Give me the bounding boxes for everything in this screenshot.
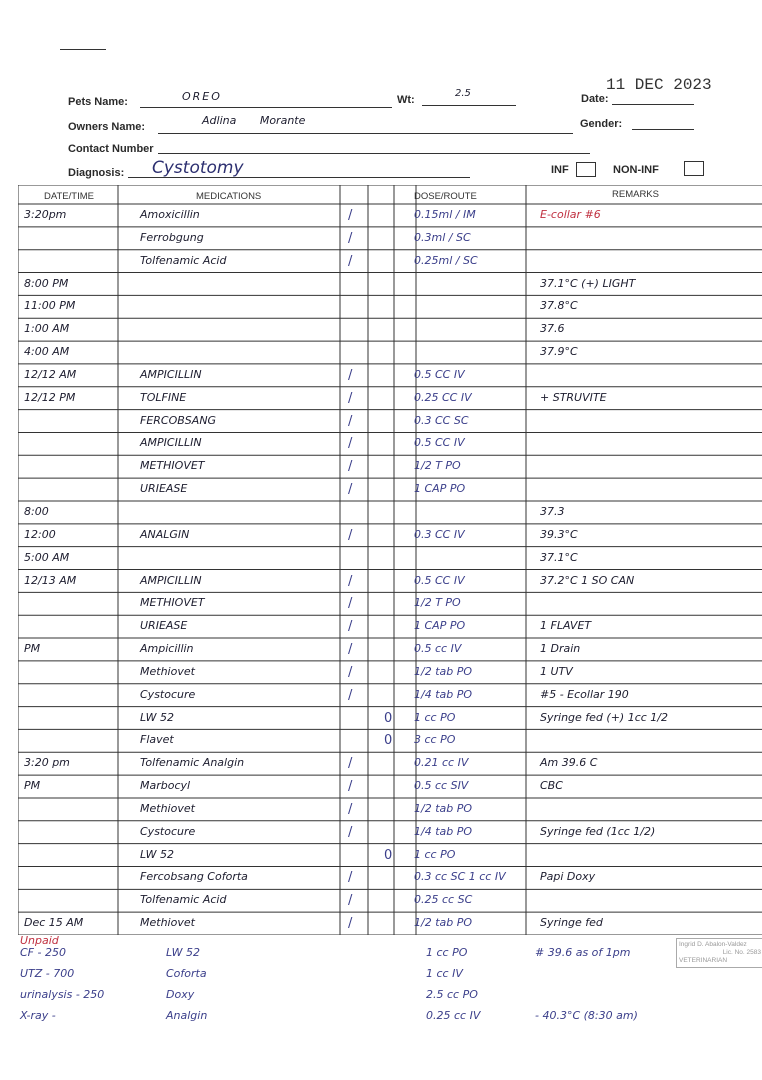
row-medication: Ferrobgung <box>140 230 204 244</box>
noninf-checkbox[interactable] <box>684 161 704 176</box>
row-dose-route: 0.3 cc SC 1 cc IV <box>414 870 506 884</box>
row-remark: 1 Drain <box>540 642 581 656</box>
row-medication: Tolfenamic Analgin <box>140 756 245 770</box>
row-remark: 37.1°C <box>540 550 578 564</box>
fee-note: Unpaid <box>20 934 59 947</box>
row-check-mark: / <box>348 619 353 635</box>
row-check-mark: / <box>348 459 353 475</box>
row-time: 11:00 PM <box>24 299 76 313</box>
row-medication: METHIOVET <box>140 459 205 473</box>
row-check-mark: / <box>348 208 353 223</box>
row-check-mark: / <box>348 367 353 383</box>
row-remark: 37.3 <box>540 504 565 518</box>
row-medication: LW 52 <box>140 710 175 724</box>
row-remark: 37.9°C <box>540 345 578 359</box>
row-remark: Papi Doxy <box>540 870 596 884</box>
row-medication: Fercobsang Coforta <box>140 870 248 884</box>
row-medication: AMPICILLIN <box>140 367 202 381</box>
wt-label: Wt: <box>397 94 415 106</box>
row-time: 8:00 <box>24 504 49 518</box>
date-label: Date: <box>581 93 609 105</box>
row-medication: Ampicillin <box>140 642 194 656</box>
row-remark: 37.8°C <box>540 299 578 313</box>
row-check-mark: / <box>348 482 353 498</box>
fee-note: CF - 250 <box>20 946 66 959</box>
row-check-mark: / <box>348 390 353 406</box>
below-dose-route: 1 cc PO <box>426 946 468 959</box>
row-medication: Methiovet <box>140 664 195 678</box>
row-check-mark: 0 <box>384 847 393 863</box>
row-check-mark: / <box>348 527 353 543</box>
row-remark: 1 FLAVET <box>540 619 592 633</box>
row-dose-route: 0.15ml / IM <box>414 208 476 221</box>
pets-name-value: OREO <box>182 90 222 103</box>
row-medication: Amoxicillin <box>140 208 200 221</box>
row-check-mark: / <box>348 779 353 795</box>
row-medication: Cystocure <box>140 687 196 701</box>
row-time: 5:00 AM <box>24 550 70 564</box>
row-check-mark: / <box>348 253 353 269</box>
row-time: 12:00 <box>24 527 56 541</box>
inf-label: INF <box>551 164 569 176</box>
below-remark: # 39.6 as of 1pm <box>535 946 631 959</box>
below-medication: Analgin <box>166 1009 208 1022</box>
row-medication: Flavet <box>140 733 174 747</box>
row-check-mark: / <box>348 642 353 658</box>
row-medication: ANALGIN <box>140 527 190 541</box>
row-medication: AMPICILLIN <box>140 573 202 587</box>
row-time: 1:00 AM <box>24 322 70 336</box>
below-dose-route: 0.25 cc IV <box>426 1009 481 1022</box>
row-time: 4:00 AM <box>24 345 70 359</box>
row-dose-route: 0.3 CC SC <box>414 413 469 427</box>
row-check-mark: / <box>348 916 353 932</box>
fee-note: UTZ - 700 <box>20 967 75 980</box>
col-header-medications: MEDICATIONS <box>196 191 262 202</box>
row-medication: URIEASE <box>140 619 188 633</box>
row-check-mark: / <box>348 687 353 703</box>
below-remark: - 40.3°C (8:30 am) <box>535 1009 638 1022</box>
row-remark: Syringe fed <box>540 916 603 930</box>
row-dose-route: 1/2 tab PO <box>414 801 473 815</box>
row-remark: 1 UTV <box>540 664 573 678</box>
row-dose-route: 1/4 tab PO <box>414 687 473 701</box>
row-check-mark: / <box>348 596 353 612</box>
row-medication: LW 52 <box>140 847 175 861</box>
below-medication: Doxy <box>166 988 195 1001</box>
stamp-line: Ingrid D. Abalon-Valdez <box>679 941 747 948</box>
stamp-line: Lic. No. 2583 <box>722 949 761 956</box>
diagnosis-label: Diagnosis: <box>68 167 125 179</box>
row-time: PM <box>24 642 41 656</box>
row-time: 12/13 AM <box>24 573 77 587</box>
noninf-label: NON-INF <box>613 164 659 176</box>
row-remark: CBC <box>540 779 563 793</box>
inf-checkbox[interactable] <box>576 162 596 177</box>
row-medication: URIEASE <box>140 482 188 496</box>
row-check-mark: / <box>348 824 353 840</box>
row-remark: 37.1°C (+) LIGHT <box>540 276 636 290</box>
fee-note: X-ray - <box>20 1009 56 1022</box>
row-medication: Methiovet <box>140 916 195 930</box>
row-check-mark: 0 <box>384 710 393 726</box>
row-dose-route: 0.5 cc SIV <box>414 779 469 793</box>
row-time: 3:20pm <box>24 208 67 221</box>
fee-note: urinalysis - 250 <box>20 988 105 1001</box>
row-check-mark: / <box>348 870 353 886</box>
row-dose-route: 1 CAP PO <box>414 619 466 633</box>
owners-name-label: Owners Name: <box>68 121 146 133</box>
row-dose-route: 0.5 CC IV <box>414 367 465 381</box>
row-medication: Tolfenamic Acid <box>140 893 227 907</box>
pets-name-label: Pets Name: <box>68 96 128 108</box>
row-dose-route: 0.5 CC IV <box>414 436 465 450</box>
row-time: Dec 15 AM <box>24 916 84 930</box>
row-check-mark: / <box>348 801 353 817</box>
below-dose-route: 1 cc IV <box>426 967 463 980</box>
row-remark: + STRUVITE <box>540 390 607 404</box>
row-time: 3:20 pm <box>24 756 70 770</box>
row-dose-route: 1/2 T PO <box>414 459 461 473</box>
gender-label: Gender: <box>580 118 623 130</box>
row-remark: Am 39.6 C <box>540 756 598 770</box>
row-check-mark: / <box>348 664 353 680</box>
owners-name-value: Adlina Morante <box>202 114 306 127</box>
col-header-dose-route: DOSE/ROUTE <box>414 191 477 202</box>
col-header-remarks: REMARKS <box>612 189 659 200</box>
row-dose-route: 0.25 cc SC <box>414 893 473 907</box>
row-dose-route: 0.5 CC IV <box>414 573 465 587</box>
col-header-datetime: DATE/TIME <box>44 191 94 202</box>
row-dose-route: 0.3 CC IV <box>414 527 465 541</box>
diagnosis-value: Cystotomy <box>152 158 244 178</box>
row-dose-route: 1/4 tab PO <box>414 824 473 838</box>
row-check-mark: / <box>348 436 353 452</box>
row-time: 8:00 PM <box>24 276 69 290</box>
row-dose-route: 3 cc PO <box>414 733 456 747</box>
row-remark: Syringe fed (+) 1cc 1/2 <box>540 710 668 724</box>
row-remark: Syringe fed (1cc 1/2) <box>540 824 656 838</box>
row-time: PM <box>24 779 41 793</box>
row-remark: 37.2°C 1 SO CAN <box>540 573 635 587</box>
row-remark: E-collar #6 <box>540 208 601 221</box>
vet-stamp <box>676 938 762 968</box>
row-dose-route: 0.3ml / SC <box>414 230 471 244</box>
row-dose-route: 1 cc PO <box>414 847 456 861</box>
row-remark: #5 - Ecollar 190 <box>540 687 629 701</box>
row-dose-route: 1 CAP PO <box>414 482 466 496</box>
date-stamp: 11 DEC 2023 <box>606 76 712 94</box>
row-remark: 37.6 <box>540 322 565 336</box>
medication-table <box>18 185 762 935</box>
row-dose-route: 1/2 tab PO <box>414 664 473 678</box>
below-dose-route: 2.5 cc PO <box>426 988 478 1001</box>
row-time: 12/12 PM <box>24 390 76 404</box>
row-medication: METHIOVET <box>140 596 205 610</box>
row-check-mark: / <box>348 230 353 246</box>
below-medication: Coforta <box>166 967 207 980</box>
row-dose-route: 0.21 cc IV <box>414 756 469 770</box>
row-dose-route: 1 cc PO <box>414 710 456 724</box>
row-check-mark: / <box>348 893 353 909</box>
row-dose-route: 1/2 T PO <box>414 596 461 610</box>
row-check-mark: / <box>348 413 353 429</box>
row-medication: Marbocyl <box>140 779 191 793</box>
row-medication: Tolfenamic Acid <box>140 253 227 267</box>
row-medication: AMPICILLIN <box>140 436 202 450</box>
row-dose-route: 0.25ml / SC <box>414 253 478 267</box>
row-check-mark: / <box>348 573 353 589</box>
stamp-line: VETERINARIAN <box>679 957 728 964</box>
row-remark: 39.3°C <box>540 527 578 541</box>
below-medication: LW 52 <box>166 946 201 959</box>
row-dose-route: 0.25 CC IV <box>414 390 472 404</box>
row-check-mark: / <box>348 756 353 772</box>
row-check-mark: 0 <box>384 733 393 749</box>
row-medication: Cystocure <box>140 824 196 838</box>
row-time: 12/12 AM <box>24 367 77 381</box>
row-medication: TOLFINE <box>140 390 187 404</box>
row-medication: FERCOBSANG <box>140 413 217 427</box>
contact-label: Contact Number <box>68 143 154 155</box>
row-dose-route: 1/2 tab PO <box>414 916 473 930</box>
row-dose-route: 0.5 cc IV <box>414 642 462 656</box>
wt-value: 2.5 <box>455 88 471 99</box>
row-medication: Methiovet <box>140 801 195 815</box>
